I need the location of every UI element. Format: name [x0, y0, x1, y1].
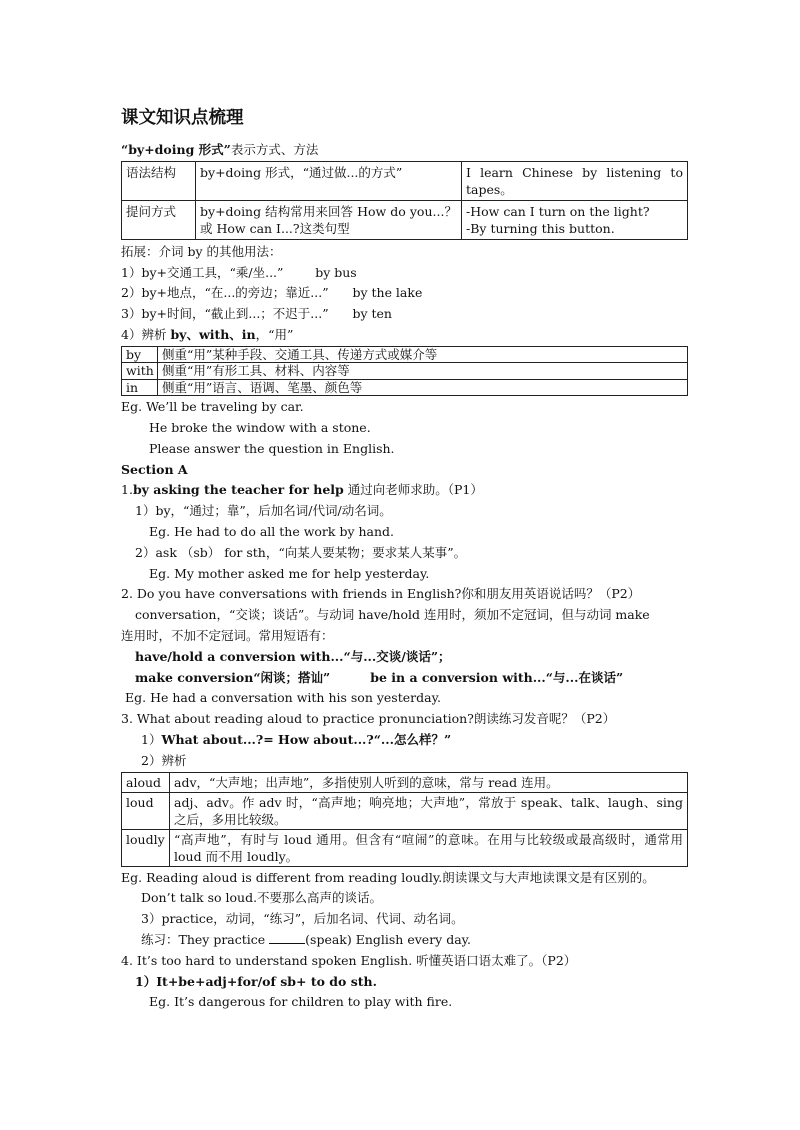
sub-point: 2）辨析: [141, 752, 187, 768]
item-bold: by、with、in: [170, 326, 256, 342]
table-cell: with: [122, 363, 158, 380]
point-phrase: by asking the teacher for help: [132, 482, 344, 498]
answer-blank: [269, 931, 305, 944]
point-2: 2. Do you have conversations with friends in English?你和朋友用英语说话吗？（P2）: [121, 586, 641, 602]
list-item: [121, 325, 687, 346]
table-cell: 语法结构: [122, 161, 196, 200]
table-cell: adj、adv。作 adv 时，“高声地；响亮地；大声地”，常放于 speak、talk、laugh、sing 之后，多用比较级。: [170, 792, 688, 829]
example-line: Eg. It’s dangerous for children to play with fire.: [149, 994, 453, 1010]
list-item: 2）by+地点，“在...的旁边；靠近...” by the lake: [121, 285, 423, 301]
table-cell: loud: [122, 792, 170, 829]
table-cell: -How can I turn on the light? -By turning this button.: [462, 200, 688, 239]
sub-point-number: 1）: [141, 732, 162, 748]
table-cell: aloud: [122, 772, 170, 792]
page-title: 课文知识点梳理: [121, 108, 244, 128]
example-line: He broke the window with a stone.: [149, 420, 371, 436]
table-cell: “高声地”，有时与 loud 通用。但含有“喧闹”的意味。在用与比较级或最高级时，通常用 loud 而不用 loudly。: [170, 829, 688, 866]
exercise-text: (speak) English every day.: [305, 932, 472, 948]
phrase: make conversion“闲谈；搭讪”: [135, 669, 331, 685]
table-row: [122, 363, 688, 380]
table-cell: loudly: [122, 829, 170, 866]
phrase-line: [121, 668, 687, 689]
table-cell: 侧重“用”有形工具、材料、内容等: [158, 363, 688, 380]
phrase: be in a conversion with...“与...在谈话”: [370, 669, 624, 685]
document-page: [121, 106, 687, 1013]
table-cell: by+doing 形式，“通过做...的方式”: [196, 161, 462, 200]
sub-point: 2）ask （sb） for sth，“向某人要某物；要求某人某事”。: [135, 544, 467, 560]
section-a-heading: Section A: [121, 461, 188, 477]
table-row: [122, 161, 688, 200]
table-cell: by: [122, 346, 158, 363]
exercise-text: 练习：They practice: [141, 932, 270, 948]
example-line: Eg. My mother asked me for help yesterday.: [149, 565, 430, 581]
table-cell: by+doing 结构常用来回答 How do you...？或 How can I...?这类句型: [196, 200, 462, 239]
by-doing-table: [121, 161, 688, 240]
table-cell: 侧重“用”语言、语调、笔墨、颜色等: [158, 379, 688, 396]
point-translation: 通过向老师求助。（P1）: [343, 482, 483, 498]
list-item: 1）by+交通工具，“乘/坐...” by bus: [121, 264, 357, 280]
list-item: 3）by+时间，“截止到...；不迟于...” by ten: [121, 306, 392, 322]
table-row: [122, 379, 688, 396]
table-row: [122, 772, 688, 792]
table-cell: 侧重“用”某种手段、交通工具、传递方式或媒介等: [158, 346, 688, 363]
phrase-line: have/hold a conversion with...“与...交谈/谈话”；: [135, 648, 451, 664]
heading-bold: “by+doing 形式”: [121, 142, 231, 157]
example-line: Eg. He had a conversation with his son yesterday.: [125, 690, 441, 706]
point-4: 4. It’s too hard to understand spoken English. 听懂英语口语太难了。（P2）: [121, 952, 577, 968]
section-heading-by-doing: [121, 140, 687, 161]
explanation-line: 连用时，不加不定冠词。常用短语有：: [121, 628, 334, 644]
by-with-in-table: [121, 346, 688, 397]
point-3: 3. What about reading aloud to practice pronunciation?朗读练习发音呢？（P2）: [121, 711, 616, 727]
sub-point: 3）practice，动词，“练习”，后加名词、代词、动名词。: [141, 911, 464, 927]
sub-point: [121, 730, 687, 751]
sub-point-bold: What about...?= How about...?“...怎么样？”: [161, 732, 452, 748]
extension-heading: 拓展：介词 by 的其他用法：: [121, 243, 282, 259]
item-prefix: 4）辨析: [121, 326, 171, 342]
point-1: [121, 480, 687, 501]
sub-point: 1）It+be+adj+for/of sb+ to do sth.: [135, 973, 377, 989]
explanation-line: conversation，“交谈；谈话”。与动词 have/hold 连用时，须加不定冠词，但与动词 make: [135, 607, 650, 623]
aloud-loud-loudly-table: [121, 772, 688, 867]
example-line: Don’t talk so loud.不要那么高声的谈话。: [141, 890, 383, 906]
example-line: Please answer the question in English.: [149, 440, 395, 456]
heading-rest: 表示方式、方法: [230, 142, 319, 157]
example-line: Eg. He had to do all the work by hand.: [149, 524, 395, 540]
table-cell: in: [122, 379, 158, 396]
example-line: Eg. We’ll be traveling by car.: [121, 399, 304, 415]
example-line: Eg. Reading aloud is different from reading loudly.朗读课文与大声地读课文是有区别的。: [121, 869, 655, 885]
table-row: [122, 829, 688, 866]
table-cell: 提问方式: [122, 200, 196, 239]
table-row: [122, 346, 688, 363]
table-cell: adv，“大声地；出声地”，多指使别人听到的意味，常与 read 连用。: [170, 772, 688, 792]
item-suffix: ，“用”: [255, 326, 294, 342]
exercise-line: [121, 930, 687, 951]
sub-point: 1）by，“通过；靠”，后加名词/代词/动名词。: [135, 503, 392, 519]
table-row: [122, 792, 688, 829]
point-number: 1.: [121, 482, 133, 498]
table-row: [122, 200, 688, 239]
table-cell: I learn Chinese by listening to tapes。: [462, 161, 688, 200]
